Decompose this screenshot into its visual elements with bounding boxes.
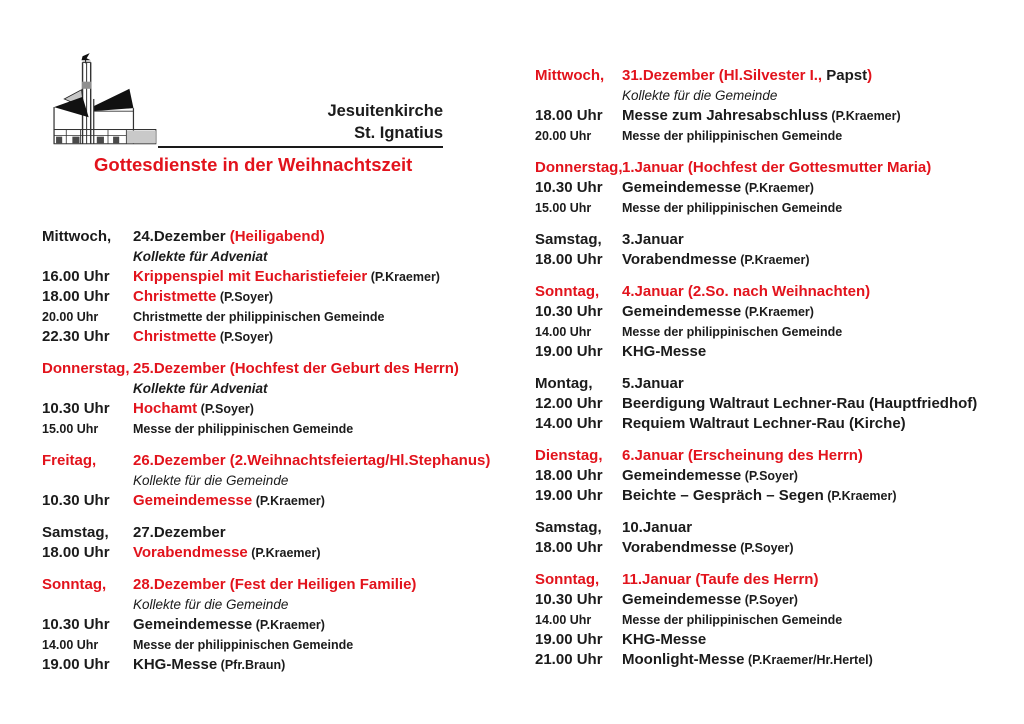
schedule-block [42, 451, 524, 511]
day-header-row [42, 227, 524, 247]
time-label: 10.30 Uhr [535, 303, 603, 320]
date-cell [622, 158, 1017, 178]
time-label: 15.00 Uhr [535, 201, 592, 215]
time-label: 14.00 Uhr [535, 415, 603, 432]
time-label: 19.00 Uhr [535, 631, 603, 648]
time-label: 10.30 Uhr [42, 400, 110, 417]
date-cell [622, 66, 1017, 86]
service-row [535, 590, 1017, 610]
service-cell [622, 650, 1017, 670]
day-label: Freitag, [42, 452, 97, 469]
masthead-divider [158, 146, 443, 148]
time-label: 15.00 Uhr [42, 422, 99, 436]
time-label: 10.30 Uhr [42, 492, 110, 509]
service-row [535, 486, 1017, 506]
service-label: Gemeindemesse [622, 303, 742, 320]
date-label: 31.Dezember (Hl.Silvester I., [622, 67, 827, 84]
service-label: Messe der philippinischen Gemeinde [622, 613, 843, 627]
service-cell [622, 178, 1017, 198]
service-label: (P.Kraemer) [252, 494, 325, 508]
page-title: Gottesdienste in der Weihnachtszeit [94, 154, 413, 175]
service-label: Beichte – Gespräch – Segen [622, 487, 824, 504]
service-row [42, 399, 524, 419]
service-cell [622, 630, 1017, 650]
time-label: 14.00 Uhr [535, 613, 592, 627]
service-cell [622, 126, 1017, 146]
service-cell [133, 267, 524, 287]
service-label: Messe der philippinischen Gemeinde [133, 638, 354, 652]
service-label: Messe der philippinischen Gemeinde [622, 325, 843, 339]
service-row [42, 419, 524, 439]
service-row [535, 126, 1017, 146]
service-label: (P.Soyer) [736, 541, 794, 555]
time-label: 18.00 Uhr [535, 539, 603, 556]
service-label: KHG-Messe [622, 631, 707, 648]
service-label: (P.Kraemer) [247, 546, 321, 560]
schedule-block [535, 230, 1017, 270]
service-row [535, 394, 1017, 414]
time-label: 18.00 Uhr [535, 107, 603, 124]
time-label: 18.00 Uhr [535, 251, 603, 268]
service-cell [622, 590, 1017, 610]
service-label: Moonlight-Messe [622, 651, 745, 668]
service-label: (P.Soyer) [216, 290, 274, 304]
day-header-row [42, 451, 524, 471]
date-label: 1.Januar (Hochfest der Gottesmutter Maria) [622, 159, 932, 176]
time-label: 20.00 Uhr [42, 310, 99, 324]
service-label: Gemeindemesse [622, 467, 742, 484]
day-header-row [42, 523, 524, 543]
service-row [42, 655, 524, 675]
service-row [535, 178, 1017, 198]
service-cell [133, 327, 524, 347]
service-cell [622, 394, 1017, 414]
day-label: Donnerstag, [42, 360, 130, 377]
date-label: 26.Dezember (2.Weihnachtsfeiertag/Hl.Stephanus) [133, 452, 491, 469]
date-cell [133, 359, 524, 379]
kollekte-note: Kollekte für die Gemeinde [622, 88, 778, 103]
service-label: KHG-Messe [133, 656, 218, 673]
day-header-row [535, 158, 1017, 178]
service-cell [622, 414, 1017, 434]
service-row [535, 466, 1017, 486]
kollekte-note: Kollekte für die Gemeinde [133, 597, 289, 612]
time-label: 10.30 Uhr [42, 616, 110, 633]
day-header-row [535, 446, 1017, 466]
time-label: 12.00 Uhr [535, 395, 603, 412]
service-label: (Pfr.Braun) [217, 658, 286, 672]
schedule-column-left [42, 227, 524, 687]
service-row [42, 491, 524, 511]
service-row [42, 307, 524, 327]
time-label: 16.00 Uhr [42, 268, 110, 285]
service-cell [133, 307, 524, 327]
schedule-block [42, 575, 524, 675]
service-label: (P.Soyer) [741, 469, 798, 483]
service-row [42, 615, 524, 635]
date-label: ) [867, 67, 873, 84]
service-label: Messe zum Jahresabschluss [622, 107, 828, 124]
service-label: Gemeindemesse [133, 616, 253, 633]
schedule-block [535, 446, 1017, 506]
service-label: Gemeindemesse [622, 179, 742, 196]
service-label: (P.Soyer) [216, 330, 274, 344]
church-building-logo-icon [52, 48, 164, 154]
service-cell [622, 198, 1017, 218]
date-label: 4.Januar (2.So. nach Weihnachten) [622, 283, 871, 300]
date-label: 3.Januar [622, 231, 684, 248]
day-header-row [535, 570, 1017, 590]
service-row [535, 250, 1017, 270]
time-label: 14.00 Uhr [42, 638, 99, 652]
date-label: 5.Januar [622, 375, 684, 392]
day-label: Samstag, [535, 519, 602, 536]
time-label: 10.30 Uhr [535, 591, 603, 608]
schedule-column-right [535, 66, 1017, 682]
service-label: (P.Kraemer) [736, 253, 810, 267]
service-cell [133, 399, 524, 419]
date-cell [622, 446, 1017, 466]
service-label: (P.Kraemer) [823, 489, 897, 503]
service-row [42, 287, 524, 307]
service-label: (P.Kraemer) [741, 181, 814, 195]
service-cell [622, 250, 1017, 270]
service-label: (P.Kraemer) [827, 109, 901, 123]
date-cell [622, 518, 1017, 538]
service-label: Gemeindemesse [622, 591, 742, 608]
service-cell [133, 655, 524, 675]
service-label: Krippenspiel mit Eucharistiefeier [133, 268, 368, 285]
day-label: Mittwoch, [535, 67, 605, 84]
date-label: 25.Dezember (Hochfest der Geburt des Herrn) [133, 360, 459, 377]
service-row [42, 327, 524, 347]
service-cell [622, 342, 1017, 362]
time-label: 18.00 Uhr [42, 544, 110, 561]
service-label: Messe der philippinischen Gemeinde [133, 422, 354, 436]
service-label: Christmette [133, 288, 217, 305]
church-name-line2: St. Ignatius [354, 124, 443, 142]
service-label: Requiem Waltraut Lechner-Rau (Kirche) [622, 415, 906, 432]
service-label: (P.Soyer) [741, 593, 798, 607]
service-label: Vorabendmesse [133, 544, 248, 561]
service-row [42, 267, 524, 287]
date-label: 28.Dezember (Fest der Heiligen Familie) [133, 576, 417, 593]
service-cell [133, 615, 524, 635]
service-label: KHG-Messe [622, 343, 707, 360]
schedule-block [535, 66, 1017, 146]
service-label: (P.Kraemer) [252, 618, 325, 632]
service-cell [133, 635, 524, 655]
church-name-line1: Jesuitenkirche [327, 102, 443, 120]
service-row [535, 198, 1017, 218]
date-cell [133, 227, 524, 247]
time-label: 19.00 Uhr [535, 343, 603, 360]
schedule-block [535, 374, 1017, 434]
service-label: Christmette der philippinischen Gemeinde [133, 310, 385, 324]
service-cell [133, 419, 524, 439]
date-cell [133, 451, 524, 471]
service-cell [133, 543, 524, 563]
service-cell [622, 322, 1017, 342]
schedule-block [42, 523, 524, 563]
service-label: Hochamt [133, 400, 198, 417]
service-label: (P.Kraemer) [741, 305, 814, 319]
schedule-block [535, 570, 1017, 670]
service-cell [622, 466, 1017, 486]
date-label: (Heiligabend) [229, 228, 325, 245]
date-cell [622, 570, 1017, 590]
day-label: Samstag, [42, 524, 109, 541]
time-label: 21.00 Uhr [535, 651, 603, 668]
service-label: Gemeindemesse [133, 492, 253, 509]
day-header-row [42, 359, 524, 379]
schedule-block [535, 282, 1017, 362]
kollekte-note: Kollekte für die Gemeinde [133, 473, 289, 488]
date-cell [622, 230, 1017, 250]
service-label: Vorabendmesse [622, 539, 737, 556]
service-label: Vorabendmesse [622, 251, 737, 268]
service-cell [622, 302, 1017, 322]
service-row [42, 543, 524, 563]
service-cell [133, 491, 524, 511]
service-row [535, 650, 1017, 670]
date-label: 6.Januar (Erscheinung des Herrn) [622, 447, 863, 464]
time-label: 10.30 Uhr [535, 179, 603, 196]
date-label: 27.Dezember [133, 524, 226, 541]
date-label: Papst [826, 67, 868, 84]
service-cell [622, 610, 1017, 630]
service-label: Christmette [133, 328, 217, 345]
day-label: Montag, [535, 375, 593, 392]
day-header-row [535, 230, 1017, 250]
day-header-row [535, 518, 1017, 538]
service-row [535, 630, 1017, 650]
schedule-block [535, 518, 1017, 558]
service-row [535, 610, 1017, 630]
day-header-row [535, 374, 1017, 394]
service-row [42, 635, 524, 655]
date-label: 11.Januar (Taufe des Herrn) [622, 571, 819, 588]
service-cell [622, 106, 1017, 126]
day-header-row [42, 575, 524, 595]
service-label: (P.Kraemer/Hr.Hertel) [744, 653, 873, 667]
service-row [535, 414, 1017, 434]
service-label: (P.Soyer) [197, 402, 254, 416]
day-label: Sonntag, [535, 571, 600, 588]
day-header-row [535, 282, 1017, 302]
kollekte-note: Kollekte für Adveniat [133, 249, 268, 264]
schedule-block [42, 359, 524, 439]
time-label: 19.00 Uhr [535, 487, 603, 504]
day-label: Donnerstag, [535, 159, 623, 176]
service-cell [622, 538, 1017, 558]
service-label: (P.Kraemer) [367, 270, 440, 284]
service-cell [622, 486, 1017, 506]
day-header-row [535, 66, 1017, 86]
service-label: Messe der philippinischen Gemeinde [622, 201, 843, 215]
time-label: 22.30 Uhr [42, 328, 110, 345]
time-label: 20.00 Uhr [535, 129, 592, 143]
schedule-block [42, 227, 524, 347]
time-label: 19.00 Uhr [42, 656, 110, 673]
service-label: Messe der philippinischen Gemeinde [622, 129, 843, 143]
time-label: 18.00 Uhr [42, 288, 110, 305]
church-name [240, 100, 443, 144]
date-cell [622, 374, 1017, 394]
service-row [535, 538, 1017, 558]
service-cell [133, 287, 524, 307]
date-label: 24.Dezember [133, 228, 230, 245]
day-label: Samstag, [535, 231, 602, 248]
kollekte-note: Kollekte für Adveniat [133, 381, 268, 396]
date-cell [622, 282, 1017, 302]
service-row [535, 302, 1017, 322]
service-row [535, 322, 1017, 342]
day-label: Mittwoch, [42, 228, 112, 245]
service-label: Beerdigung Waltraut Lechner-Rau (Hauptfriedhof) [622, 395, 978, 412]
date-cell [133, 523, 524, 543]
schedule-block [535, 158, 1017, 218]
day-label: Sonntag, [42, 576, 107, 593]
date-cell [133, 575, 524, 595]
day-label: Sonntag, [535, 283, 600, 300]
time-label: 14.00 Uhr [535, 325, 592, 339]
time-label: 18.00 Uhr [535, 467, 603, 484]
day-label: Dienstag, [535, 447, 603, 464]
date-label: 10.Januar [622, 519, 693, 536]
service-row [535, 342, 1017, 362]
service-row [535, 106, 1017, 126]
